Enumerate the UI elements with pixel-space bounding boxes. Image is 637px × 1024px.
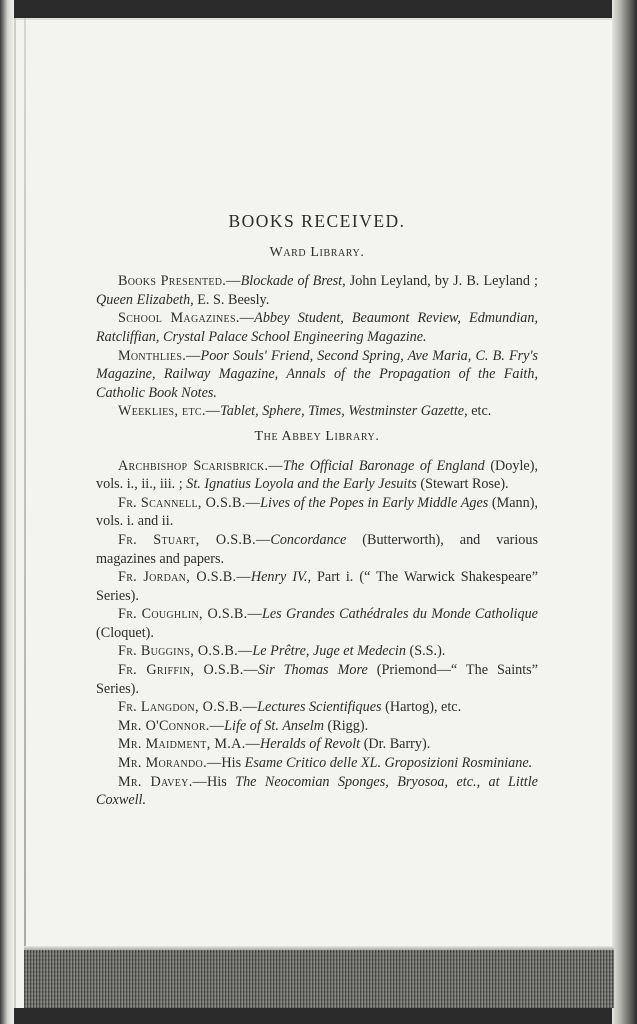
entry-text: His (221, 755, 245, 772)
entry-book-title: Henry IV., (250, 569, 311, 586)
entry-text: etc. (467, 403, 492, 420)
entry-book-title: Le Prêtre, Juge et Medecin (252, 643, 406, 660)
entry-donor: Mr. Morando.— (118, 755, 222, 772)
entry-text: (Hartog), etc. (381, 699, 462, 716)
entry-text: (Rigg). (323, 717, 369, 734)
entry-donor: Books Presented.— (118, 273, 241, 290)
entry-donor: Fr. Coughlin, O.S.B.— (118, 606, 262, 623)
list-item (96, 347, 538, 403)
list-item (96, 605, 538, 642)
entry-text: (S.S.). (405, 643, 446, 660)
entry-donor: School Magazines.— (118, 310, 255, 327)
entry-text: (Butterworth), and various magazines and papers. (96, 531, 539, 567)
scan-right-edge (612, 0, 637, 1024)
entry-donor: Monthlies.— (118, 347, 201, 364)
entry-donor: Fr. Jordan, O.S.B.— (118, 569, 251, 586)
entry-book-title: Blockade of Brest, (240, 273, 346, 290)
scan-bottom-strip (24, 950, 614, 1008)
entry-text: (Stewart Rose). (416, 476, 509, 493)
list-item (96, 754, 538, 773)
section-title: The Abbey Library. (254, 428, 380, 444)
sections-container (96, 244, 538, 810)
entry-text: (Cloquet). (96, 624, 154, 641)
entry-donor: Fr. Griffin, O.S.B.— (118, 662, 259, 679)
entry-book-title: Poor Souls' Friend, Second Spring, Ave Maria, C. B. Fry's Magazine, Railway Magazine, Annals of the Propagation of the Faith, Catholic Book Notes. (96, 347, 538, 401)
entry-donor: Fr. Buggins, O.S.B.— (118, 643, 253, 660)
entry-book-title: Queen Elizabeth, (96, 291, 194, 308)
page-content (96, 196, 538, 810)
entry-book-title: The Official Baronage of England (282, 457, 485, 474)
list-item (96, 735, 538, 754)
entry-book-title: Sir Thomas More (258, 662, 368, 679)
entry-text: E. S. Beesly. (193, 291, 270, 308)
entry-donor: Weeklies, etc.— (118, 403, 221, 420)
entry-donor: Fr. Langdon, O.S.B.— (118, 699, 258, 716)
list-item (96, 494, 538, 531)
entry-book-title: Concordance (270, 531, 347, 548)
entry-book-title: Les Grandes Cathédrales du Monde Catholique (261, 606, 538, 623)
list-item (96, 402, 538, 421)
list-item (96, 531, 538, 568)
entry-text: (Doyle), vols. i., ii., iii. ; (96, 457, 538, 493)
entry-donor: Archbishop Scarisbrick.— (118, 457, 283, 474)
entry-text: Part i. (“ The Warwick Shakespeare” Series). (96, 569, 539, 604)
entry-book-title: Lives of the Popes in Early Middle Ages (260, 494, 489, 511)
entry-donor: Fr. Stuart, O.S.B.— (118, 531, 271, 548)
entry-book-title: Abbey Student, Beaumont Review, Edmundian, Ratcliffian, Crystal Palace School Engineering Magazine. (96, 310, 539, 345)
entry-donor: Fr. Scannell, O.S.B.— (118, 494, 261, 511)
entry-book-title: St. Ignatius Loyola and the Early Jesuits (186, 476, 417, 493)
entry-donor: Mr. Maidment, M.A.— (118, 736, 261, 753)
entry-book-title: Lectures Scientifiques (257, 699, 382, 716)
list-item (96, 568, 538, 605)
entry-text: (Priemond—“ The Saints” Series). (96, 662, 538, 697)
list-item (96, 642, 538, 661)
section-gap (96, 421, 538, 428)
scan-left-edge (0, 0, 14, 1024)
page-gutter (24, 18, 26, 948)
entry-donor: Mr. Davey.— (118, 773, 208, 790)
list-item (96, 661, 538, 698)
list-item (96, 309, 538, 346)
list-item (96, 773, 538, 810)
entry-book-title: Life of St. Anselm (224, 717, 324, 734)
entry-text: (Mann), vols. i. and ii. (96, 494, 538, 530)
page-title: BOOKS RECEIVED. (228, 211, 406, 231)
list-item (96, 698, 538, 717)
list-item (96, 717, 538, 736)
entry-book-title: Heralds of Revolt (260, 736, 361, 753)
list-item (96, 457, 538, 494)
list-item (96, 272, 538, 309)
entry-book-title: The Neocomian Sponges, Bryosoa, etc., at Little Coxwell. (96, 773, 538, 809)
entry-text: John Leyland, by J. B. Leyland ; (345, 273, 538, 290)
entry-donor: Mr. O'Connor.— (118, 717, 225, 734)
section-title: Ward Library. (269, 244, 365, 260)
entry-book-title: Esame Critico delle XL. Groposizioni Rosminiane. (244, 755, 533, 772)
entry-book-title: Tablet, Sphere, Times, Westminster Gazette, (220, 403, 468, 420)
entry-text: (Dr. Barry). (360, 736, 431, 753)
entry-text: His (207, 773, 236, 790)
